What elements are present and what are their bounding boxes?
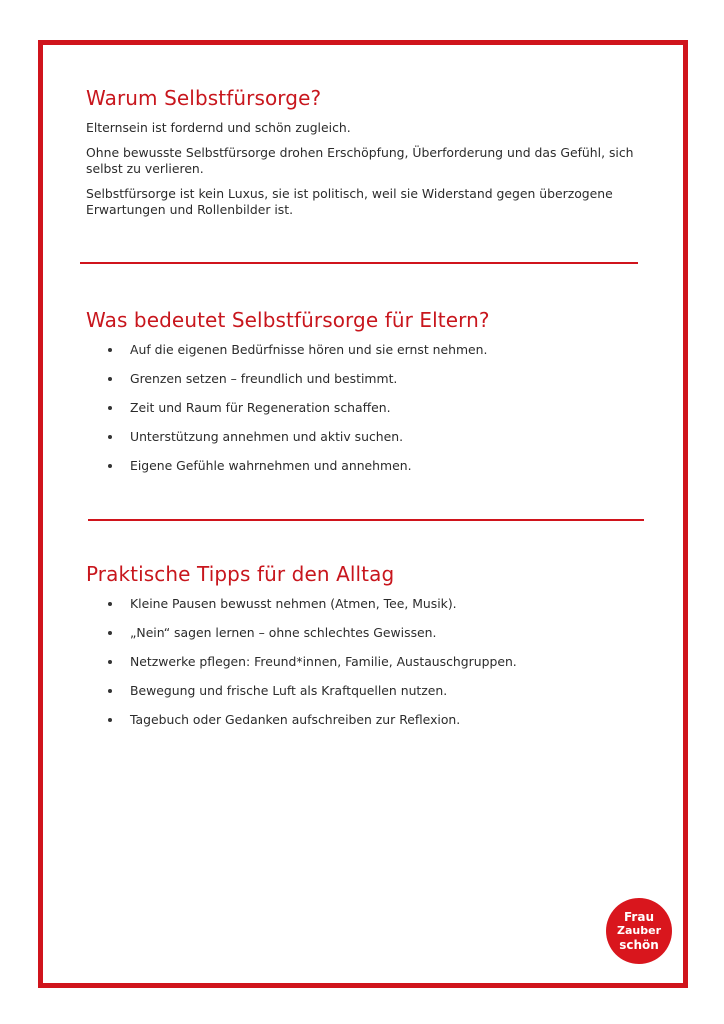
list-item: Netzwerke pflegen: Freund*innen, Familie, Austauschgruppen.	[130, 654, 646, 670]
logo-text: Zauber	[617, 924, 661, 937]
bullet-list	[86, 342, 646, 474]
section-was-bedeutet	[86, 308, 646, 487]
paragraph: Selbstfürsorge ist kein Luxus, sie ist politisch, weil sie Widerstand gegen überzogene Erwartungen und Rollenbilder ist.	[86, 186, 613, 217]
list-item: Unterstützung annehmen und aktiv suchen.	[130, 429, 646, 445]
list-item: Auf die eigenen Bedürfnisse hören und sie ernst nehmen.	[130, 342, 646, 358]
section-title: Was bedeutet Selbstfürsorge für Eltern?	[86, 308, 490, 332]
brand-logo	[606, 898, 672, 964]
section-divider	[80, 262, 638, 264]
bullet-list	[86, 596, 646, 728]
section-praktische-tipps	[86, 562, 646, 741]
section-title: Praktische Tipps für den Alltag	[86, 562, 395, 586]
list-item: „Nein“ sagen lernen – ohne schlechtes Gewissen.	[130, 625, 646, 641]
list-item: Grenzen setzen – freundlich und bestimmt.	[130, 371, 646, 387]
list-item: Zeit und Raum für Regeneration schaffen.	[130, 400, 646, 416]
list-item: Bewegung und frische Luft als Kraftquellen nutzen.	[130, 683, 646, 699]
list-item: Tagebuch oder Gedanken aufschreiben zur Reflexion.	[130, 712, 646, 728]
section-warum-selbstfuersorge	[86, 86, 646, 227]
list-item: Kleine Pausen bewusst nehmen (Atmen, Tee, Musik).	[130, 596, 646, 612]
section-divider	[88, 519, 644, 521]
list-item: Eigene Gefühle wahrnehmen und annehmen.	[130, 458, 646, 474]
section-title: Warum Selbstfürsorge?	[86, 86, 322, 110]
logo-text: schön	[619, 938, 659, 952]
paragraph: Elternsein ist fordernd und schön zugleich.	[86, 120, 351, 135]
paragraph: Ohne bewusste Selbstfürsorge drohen Erschöpfung, Überforderung und das Gefühl, sich selbst zu verlieren.	[86, 145, 634, 176]
logo-text: Frau	[624, 910, 654, 924]
